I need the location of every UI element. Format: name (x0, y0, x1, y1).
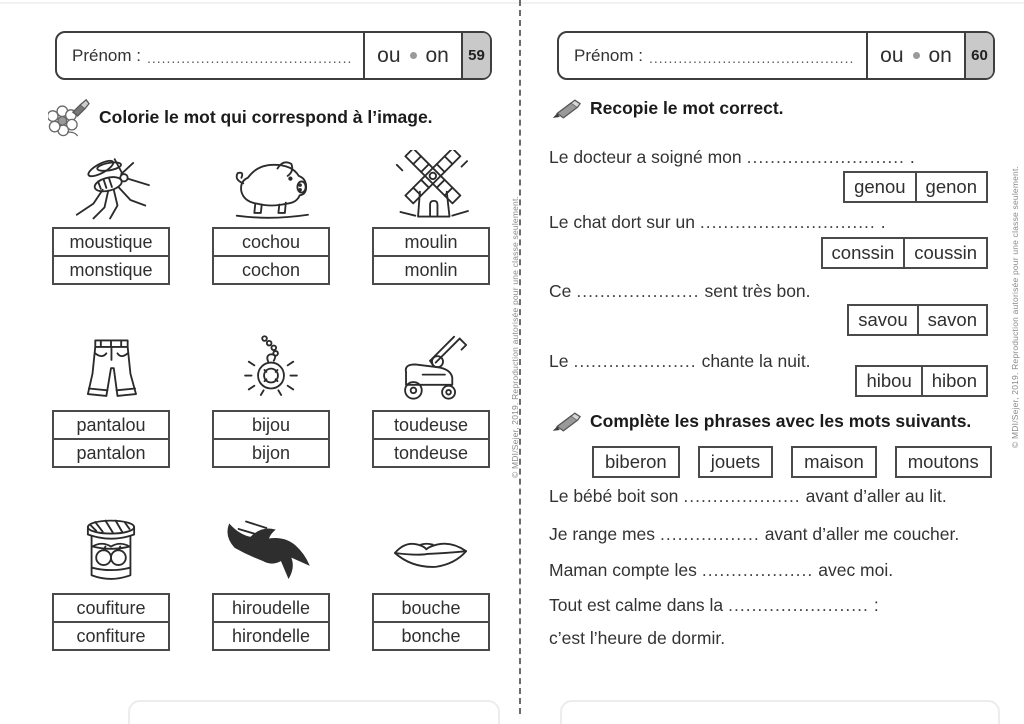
picture-word-cell (52, 148, 170, 285)
word-choice-box (372, 593, 490, 651)
choice-option[interactable]: conssin (831, 242, 895, 263)
sentence-after: sent très bon. (704, 281, 811, 301)
picture-word-grid (52, 148, 490, 651)
word-choice-box (212, 227, 330, 285)
word-option-top[interactable]: toudeuse (393, 415, 469, 435)
answer-blank[interactable]: ..................... (573, 351, 697, 371)
word-bank-item[interactable]: moutons (895, 446, 992, 478)
flower-paintbrush-icon (48, 97, 90, 137)
sentence-after: : (873, 595, 879, 615)
moulin-image (375, 148, 487, 224)
answer-blank[interactable]: .................... (683, 486, 801, 506)
word-option-bottom[interactable]: bijon (214, 438, 328, 466)
word-option-bottom[interactable]: pantalon (54, 438, 168, 466)
sentence-before: Maman compte les (549, 560, 697, 580)
prenom-field-left[interactable] (57, 33, 363, 78)
word-option-top[interactable]: cochou (241, 232, 301, 252)
pantalon-image (55, 331, 167, 407)
picture-word-cell (212, 514, 330, 651)
exercise-sentence (549, 281, 811, 302)
word-choice-box (212, 593, 330, 651)
choice-option[interactable]: savon (917, 306, 986, 334)
picture-word-cell (212, 331, 330, 468)
prenom-write-line[interactable]: .......................................... (146, 50, 353, 66)
choice-option[interactable]: genou (854, 176, 906, 197)
sheet-number-right: 60 (964, 33, 993, 78)
page-top-edge (0, 2, 1024, 4)
sentence-before: Le (549, 351, 569, 371)
instruction-recopie (551, 98, 784, 119)
picture-word-cell (52, 514, 170, 651)
confiture-image (55, 514, 167, 590)
sound-on: on (928, 43, 952, 67)
copyright-right: © MDI/Sejer, 2019. Reproduction autorisée pour une classe seulement. (1010, 165, 1020, 448)
copyright-left: © MDI/Sejer, 2019. Reproduction autorisée pour une classe seulement. (510, 195, 520, 478)
word-option-bottom[interactable]: monlin (374, 255, 488, 283)
cochon-image (215, 148, 327, 224)
word-choice-pair (843, 171, 988, 203)
word-option-top[interactable]: bouche (401, 598, 461, 618)
exercise-sentence (549, 212, 886, 233)
sentence-before: c’est l’heure de dormir. (549, 628, 726, 648)
choice-option[interactable]: hibon (921, 367, 986, 395)
cut-line (519, 0, 521, 714)
instruction-colorie (48, 97, 433, 137)
moustique-image (55, 148, 167, 224)
choice-option[interactable]: hibou (866, 370, 912, 391)
name-header-right (557, 31, 995, 80)
sentence-after: . (880, 212, 886, 232)
pencil-icon (551, 412, 581, 432)
word-option-bottom[interactable]: cochon (214, 255, 328, 283)
word-choice-pair (855, 365, 988, 397)
instruction-complete (551, 411, 971, 432)
word-option-bottom[interactable]: hirondelle (214, 621, 328, 649)
word-bank (592, 446, 992, 478)
prenom-field-right[interactable] (559, 33, 866, 78)
pencil-icon (551, 99, 581, 119)
choice-option[interactable]: coussin (903, 239, 986, 267)
sentence-before: Le docteur a soigné mon (549, 147, 742, 167)
sound-pair-right (866, 33, 964, 78)
word-option-top[interactable]: hiroudelle (231, 598, 311, 618)
next-card-edge-left (128, 700, 500, 724)
sentence-after: chante la nuit. (701, 351, 811, 371)
exercise-sentence (549, 147, 915, 168)
picture-word-cell (372, 331, 490, 468)
word-choice-box (372, 227, 490, 285)
word-option-bottom[interactable]: bonche (374, 621, 488, 649)
instruction-text: Complète les phrases avec les mots suivants. (590, 411, 972, 431)
sentence-after: avant d’aller au lit. (805, 486, 947, 506)
sound-ou: ou (377, 43, 401, 67)
word-option-bottom[interactable]: monstique (54, 255, 168, 283)
word-choice-box (372, 410, 490, 468)
sound-on: on (425, 43, 449, 67)
answer-blank[interactable]: ................... (701, 560, 814, 580)
word-option-top[interactable]: coufiture (76, 598, 146, 618)
prenom-label: Prénom : (72, 45, 141, 65)
word-option-top[interactable]: bijou (251, 415, 291, 435)
fill-sentence (549, 628, 725, 649)
bouche-image (375, 514, 487, 590)
answer-blank[interactable]: ........................ (728, 595, 869, 615)
sentence-after: . (909, 147, 915, 167)
name-header-left (55, 31, 492, 80)
answer-blank[interactable]: ........................... (746, 147, 905, 167)
dot-separator-icon (410, 52, 417, 59)
picture-word-cell (372, 148, 490, 285)
picture-word-cell (52, 331, 170, 468)
word-option-top[interactable]: moulin (404, 232, 458, 252)
instruction-text: Recopie le mot correct. (590, 98, 784, 118)
word-choice-box (52, 593, 170, 651)
choice-option[interactable]: savou (858, 309, 908, 330)
picture-word-cell (372, 514, 490, 651)
word-option-top[interactable]: pantalou (76, 415, 146, 435)
exercise-sentence (549, 351, 811, 372)
picture-word-cell (212, 148, 330, 285)
tondeuse-image (375, 331, 487, 407)
answer-blank[interactable]: ..................... (576, 281, 700, 301)
sentence-before: Je range mes (549, 524, 656, 544)
sentence-before: Le bébé boit son (549, 486, 679, 506)
sentence-after: avec moi. (818, 560, 894, 580)
sound-ou: ou (880, 43, 904, 67)
choice-option[interactable]: genon (915, 173, 986, 201)
word-choice-pair (821, 237, 988, 269)
word-option-bottom[interactable]: confiture (54, 621, 168, 649)
word-choice-box (212, 410, 330, 468)
next-card-edge-right (560, 700, 1000, 724)
word-bank-item[interactable]: biberon (592, 446, 680, 478)
word-bank-item[interactable]: maison (791, 446, 877, 478)
fill-sentence (549, 524, 959, 545)
hirondelle-image (215, 514, 327, 590)
word-choice-pair (847, 304, 988, 336)
sentence-before: Ce (549, 281, 572, 301)
answer-blank[interactable]: .............................. (699, 212, 876, 232)
fill-sentence (549, 595, 879, 616)
word-choice-box (52, 410, 170, 468)
sound-pair-left (363, 33, 461, 78)
instruction-text: Colorie le mot qui correspond à l’image. (99, 106, 433, 127)
sheet-number-left: 59 (461, 33, 490, 78)
sentence-before: Le chat dort sur un (549, 212, 695, 232)
word-bank-item[interactable]: jouets (698, 446, 773, 478)
word-option-top[interactable]: moustique (69, 232, 153, 252)
prenom-write-line[interactable]: .......................................... (648, 50, 855, 66)
dot-separator-icon (913, 52, 920, 59)
sentence-after: avant d’aller me coucher. (764, 524, 960, 544)
answer-blank[interactable]: ................. (660, 524, 760, 544)
fill-sentence (549, 486, 947, 507)
sentence-before: Tout est calme dans la (549, 595, 724, 615)
word-option-bottom[interactable]: tondeuse (374, 438, 488, 466)
fill-sentence (549, 560, 893, 581)
word-choice-box (52, 227, 170, 285)
prenom-label: Prénom : (574, 45, 643, 65)
bijou-image (215, 331, 327, 407)
